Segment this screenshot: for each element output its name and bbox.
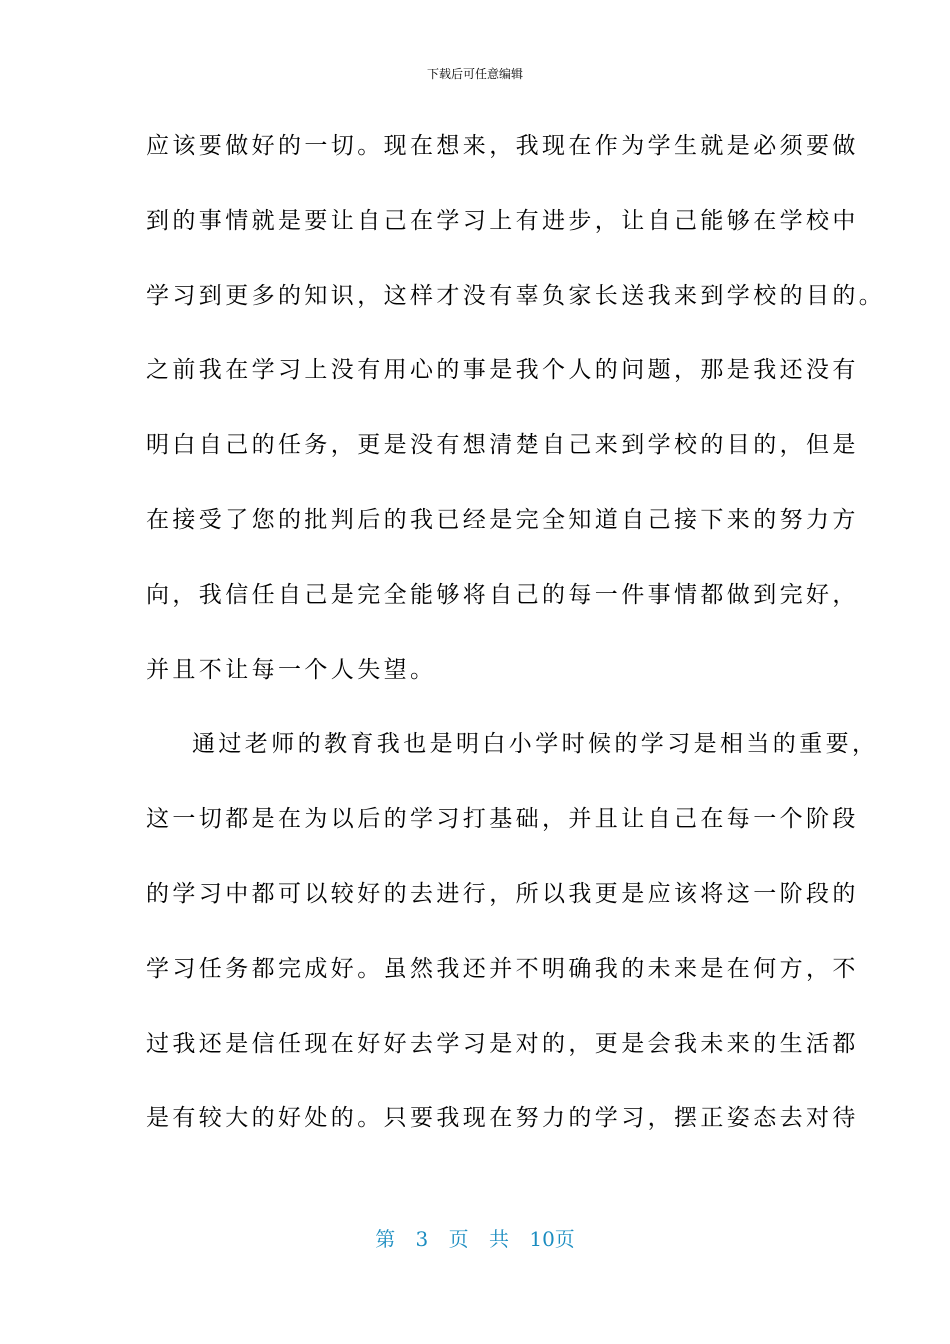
body-line: 向，我信任自己是完全能够将自己的每一件事情都做到完好， <box>146 581 859 608</box>
body-line: 学习任务都完成好。虽然我还并不明确我的未来是在何方，不 <box>146 955 859 982</box>
body-line: 学习到更多的知识，这样才没有辜负家长送我来到学校的目的。 <box>146 282 886 309</box>
page-header-note: 下载后可任意编辑 <box>426 67 523 81</box>
footer-prefix: 第 <box>375 1227 396 1251</box>
footer-total-word: 共 <box>489 1227 509 1251</box>
body-line: 过我还是信任现在好好去学习是对的，更是会我未来的生活都 <box>146 1030 859 1057</box>
body-line: 是有较大的好处的。只要我现在努力的学习，摆正姿态去对待 <box>146 1105 859 1132</box>
body-line: 明白自己的任务，更是没有想清楚自己来到学校的目的，但是 <box>146 432 859 459</box>
document-body <box>146 120 886 1167</box>
body-line: 应该要做好的一切。现在想来，我现在作为学生就是必须要做 <box>146 133 859 159</box>
body-line: 这一切都是在为以后的学习打基础，并且让自己在每一个阶段 <box>146 806 859 833</box>
body-line: 在接受了您的批判后的我已经是完全知道自己接下来的努力方 <box>146 506 859 533</box>
page-number-footer <box>0 1226 950 1252</box>
body-line: 到的事情就是要让自己在学习上有进步，让自己能够在学校中 <box>146 207 859 234</box>
body-line: 并且不让每一个人失望。 <box>146 656 437 683</box>
body-line: 的学习中都可以较好的去进行，所以我更是应该将这一阶段的 <box>146 880 859 907</box>
footer-total-pages: 10页 <box>529 1227 575 1251</box>
footer-current-page: 3 <box>415 1227 429 1251</box>
paragraph-start-line: 通过老师的教育我也是明白小学时候的学习是相当的重要， <box>192 731 879 758</box>
body-line: 之前我在学习上没有用心的事是我个人的问题，那是我还没有 <box>146 357 859 384</box>
footer-page-word: 页 <box>448 1227 469 1251</box>
